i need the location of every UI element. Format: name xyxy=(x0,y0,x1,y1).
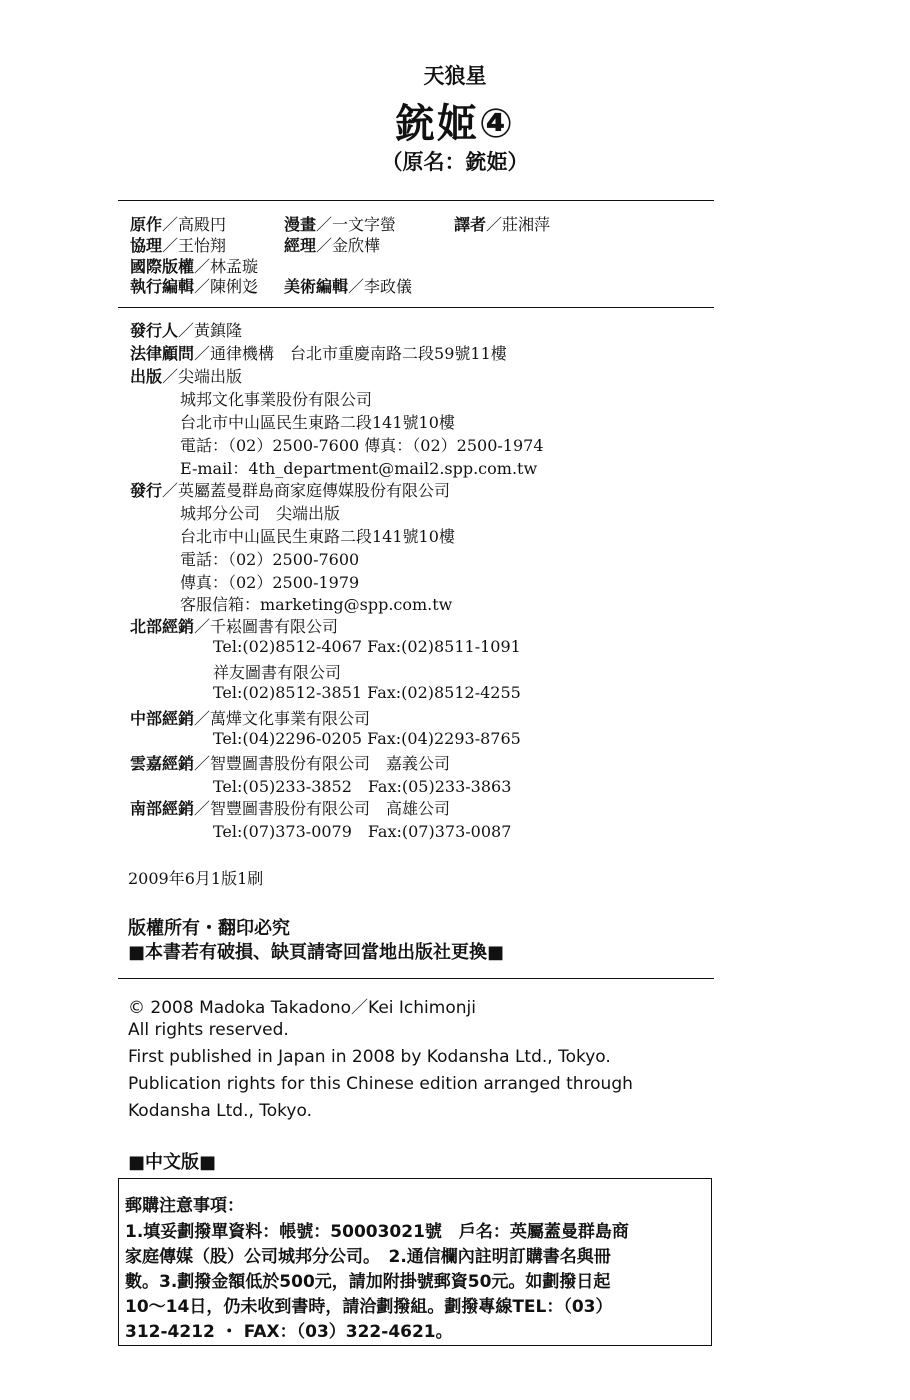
north-line: 祥友圖書有限公司 xyxy=(213,663,342,682)
original-title: （原名：銃姫） xyxy=(381,150,529,174)
distributor-line: 傳真：（02）2500-1979 xyxy=(180,573,360,592)
distributor-line: 台北市中山區民生東路二段141號10樓 xyxy=(180,527,455,546)
distributor-line: 客服信箱：marketing@spp.com.tw xyxy=(180,595,453,614)
south-line: Tel:(07)373-0079 Fax:(07)373-0087 xyxy=(213,822,512,841)
chiayi-distributor: 雲嘉經銷／智豐圖書股份有限公司 嘉義公司 xyxy=(130,754,451,773)
replacement-notice: ■本書若有破損、缺頁請寄回當地出版社更換■ xyxy=(128,942,505,963)
distributor-line: 電話：（02）2500-7600 xyxy=(180,550,360,569)
rights-reserved: 版權所有・翻印必究 xyxy=(128,918,290,939)
issuer: 發行人／黃鎮隆 xyxy=(130,321,243,340)
order-notice-line: 家庭傳媒（股）公司城邦分公司。 2.通信欄內註明訂購書名與冊 xyxy=(125,1247,611,1267)
north-distributor: 北部經銷／千崧圖書有限公司 xyxy=(130,617,339,636)
chinese-edition-label: ■中文版■ xyxy=(128,1152,217,1173)
order-notice-line: 312-4212 ・ FAX：（03）322-4621。 xyxy=(125,1322,453,1342)
distributor-line: 城邦分公司 尖端出版 xyxy=(180,504,341,523)
order-notice-line: 1.填妥劃撥單資料：帳號：50003021號 戶名：英屬蓋曼群島商 xyxy=(125,1222,629,1242)
credit-assistant: 協理／王怡翔 xyxy=(130,236,227,255)
credit-manga: 漫畫／一文字螢 xyxy=(284,215,397,234)
central-distributor: 中部經銷／萬燁文化事業有限公司 xyxy=(130,709,371,728)
order-notice-box xyxy=(118,1178,712,1346)
south-distributor: 南部經銷／智豐圖書股份有限公司 高雄公司 xyxy=(130,799,451,818)
credit-manager: 經理／金欣樺 xyxy=(284,236,381,255)
publisher-line: 城邦文化事業股份有限公司 xyxy=(180,390,373,409)
divider xyxy=(118,307,714,308)
order-notice-line: 郵購注意事項： xyxy=(125,1196,244,1216)
north-line: Tel:(02)8512-4067 Fax:(02)8511-1091 xyxy=(213,637,521,656)
distributor: 發行／英屬蓋曼群島商家庭傳媒股份有限公司 xyxy=(130,481,451,500)
credit-translator: 譯者／莊湘萍 xyxy=(454,215,551,234)
divider xyxy=(118,978,714,979)
north-line: Tel:(02)8512-3851 Fax:(02)8512-4255 xyxy=(213,683,521,702)
chiayi-line: Tel:(05)233-3852 Fax:(05)233-3863 xyxy=(213,777,512,796)
credit-exec-editor: 執行編輯／陳俐彣 xyxy=(130,277,259,296)
copyright-line: First published in Japan in 2008 by Kodansha Ltd., Tokyo. xyxy=(128,1047,611,1067)
credit-author: 原作／高殿円 xyxy=(130,215,227,234)
series-name: 天狼星 xyxy=(423,64,487,88)
legal-advisor: 法律顧問／通律機構 台北市重慶南路二段59號11樓 xyxy=(130,344,507,363)
copyright-line: Publication rights for this Chinese edition arranged through xyxy=(128,1074,633,1094)
copyright-line: All rights reserved. xyxy=(128,1020,289,1040)
edition-date: 2009年6月1版1刷 xyxy=(128,869,264,888)
credit-intl-rights: 國際版權／林孟璇 xyxy=(130,257,259,276)
book-title: 銃姬④ xyxy=(395,101,515,147)
order-notice-line: 10～14日，仍未收到書時，請洽劃撥組。劃撥專線TEL：（03） xyxy=(125,1297,613,1317)
publisher-line: 台北市中山區民生東路二段141號10樓 xyxy=(180,413,455,432)
credit-art-editor: 美術編輯／李政儀 xyxy=(284,277,413,296)
publisher-line: 電話：（02）2500-7600 傳真：（02）2500-1974 xyxy=(180,436,544,455)
publisher-name: 出版／尖端出版 xyxy=(130,367,243,386)
central-line: Tel:(04)2296-0205 Fax:(04)2293-8765 xyxy=(213,729,521,748)
order-notice-line: 數。3.劃撥金額低於500元，請加附掛號郵資50元。如劃撥日起 xyxy=(125,1272,611,1292)
copyright-line: © 2008 Madoka Takadono／Kei Ichimonji xyxy=(128,998,476,1018)
divider xyxy=(118,200,714,201)
publisher-line: E-mail：4th_department@mail2.spp.com.tw xyxy=(180,459,538,478)
copyright-line: Kodansha Ltd., Tokyo. xyxy=(128,1101,312,1121)
